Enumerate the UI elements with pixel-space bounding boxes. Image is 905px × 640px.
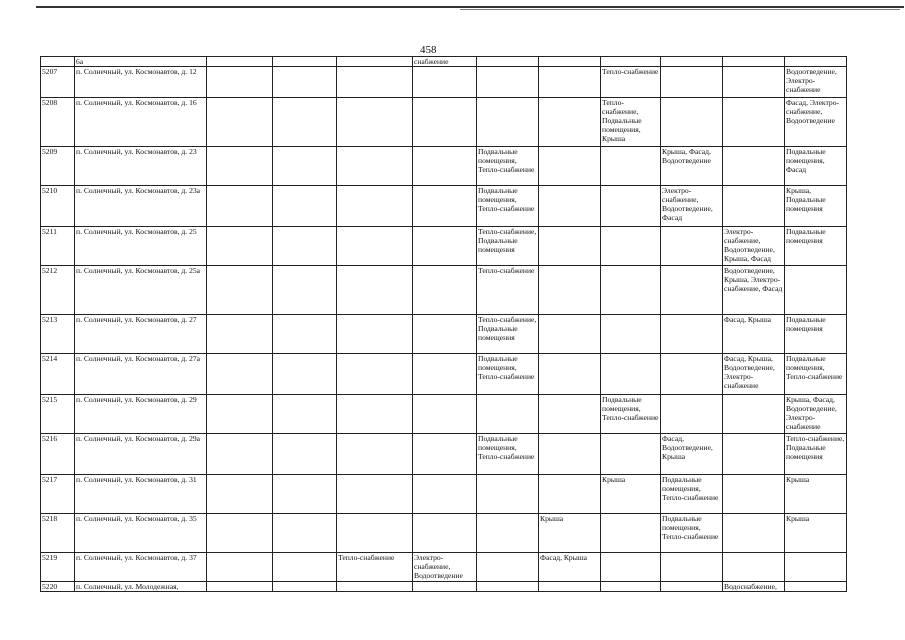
cell-c11: Подвальные помещения [785, 227, 847, 266]
cell-c2 [207, 553, 273, 582]
cell-c10: Электро-снабжение, Водоотведение, Крыша, Фасад [723, 227, 785, 266]
table-row [41, 98, 847, 147]
cell-c11: Подвальные помещения, Фасад [785, 147, 847, 186]
cell-c2 [207, 227, 273, 266]
cell [723, 57, 785, 67]
table-row [41, 186, 847, 227]
cell-num [41, 57, 75, 67]
cell-num: 5216 [41, 434, 75, 475]
cell-c9 [661, 98, 723, 147]
cell-c7 [539, 475, 601, 514]
table-row-continuation [41, 57, 847, 67]
cell-c6 [477, 98, 539, 147]
cell-c10: Водоснабжение, [723, 582, 785, 592]
cell-c7 [539, 395, 601, 434]
cell-c4 [337, 147, 413, 186]
cell-num: 5220 [41, 582, 75, 592]
cell-address: п. Солнечный, ул. Космонавтов, д. 27 [75, 315, 207, 354]
cell-c9 [661, 354, 723, 395]
cell-c3 [273, 186, 337, 227]
cell-c4 [337, 186, 413, 227]
table-row [41, 514, 847, 553]
cell-c2 [207, 475, 273, 514]
cell-c5 [413, 395, 477, 434]
cell-c5 [413, 186, 477, 227]
cell-c4 [337, 67, 413, 98]
top-rule-secondary [460, 9, 900, 10]
cell-c11: Крыша, Подвальные помещения [785, 186, 847, 227]
cell [477, 57, 539, 67]
cell-c2 [207, 582, 273, 592]
cell-c8: Тепло-снабжение, Подвальные помещения, Крыша [601, 98, 661, 147]
cell-c3 [273, 67, 337, 98]
cell-c8 [601, 266, 661, 315]
cell-c11: Крыша [785, 514, 847, 553]
cell-c5 [413, 227, 477, 266]
cell-c9: Фасад, Водоотведение, Крыша [661, 434, 723, 475]
cell-c8 [601, 434, 661, 475]
cell-c9 [661, 395, 723, 434]
cell-num: 5214 [41, 354, 75, 395]
cell-c10 [723, 434, 785, 475]
cell-c9: Электро-снабжение, Водоотведение, Фасад [661, 186, 723, 227]
cell-c11: Подвальные помещения [785, 315, 847, 354]
table-row [41, 315, 847, 354]
cell-c8: Крыша [601, 475, 661, 514]
cell-num: 5211 [41, 227, 75, 266]
cell-address: п. Солнечный, ул. Космонавтов, д. 25 [75, 227, 207, 266]
repair-schedule-table [40, 56, 847, 592]
cell-c7 [539, 67, 601, 98]
cell-c5 [413, 315, 477, 354]
cell-c10 [723, 514, 785, 553]
cell-c11 [785, 553, 847, 582]
cell-c2 [207, 98, 273, 147]
cell-c8 [601, 553, 661, 582]
cell-c10 [723, 553, 785, 582]
cell-c2 [207, 315, 273, 354]
cell-c11: Тепло-снабжение, Подвальные помещения [785, 434, 847, 475]
cell [273, 57, 337, 67]
cell-address: п. Солнечный, ул. Космонавтов, д. 35 [75, 514, 207, 553]
cell-c3 [273, 147, 337, 186]
cell-c3 [273, 315, 337, 354]
cell-c6 [477, 395, 539, 434]
cell-c3 [273, 98, 337, 147]
cell-c5 [413, 266, 477, 315]
table-row [41, 354, 847, 395]
cell-c6: Подвальные помещения, Тепло-снабжение [477, 354, 539, 395]
cell-c10 [723, 395, 785, 434]
cell-c10: Фасад, Крыша, Водоотведение, Электро-снабжение [723, 354, 785, 395]
table-body [41, 57, 847, 592]
cell-c4 [337, 514, 413, 553]
cell-c4 [337, 266, 413, 315]
table-row [41, 553, 847, 582]
cell-c9 [661, 266, 723, 315]
cell-address: п. Солнечный, ул. Космонавтов, д. 29 [75, 395, 207, 434]
cell-address: п. Солнечный, ул. Космонавтов, д. 29а [75, 434, 207, 475]
cell [661, 57, 723, 67]
cell [337, 57, 413, 67]
cell-c11 [785, 582, 847, 592]
cell-address: п. Солнечный, ул. Космонавтов, д. 16 [75, 98, 207, 147]
cell-c3 [273, 434, 337, 475]
cell [539, 57, 601, 67]
cell-c8 [601, 147, 661, 186]
cell-c10: Фасад, Крыша [723, 315, 785, 354]
cell-c7 [539, 186, 601, 227]
cell-c5 [413, 354, 477, 395]
table-row [41, 147, 847, 186]
table-row [41, 227, 847, 266]
cell-c9 [661, 315, 723, 354]
table-row [41, 395, 847, 434]
cell-c3 [273, 227, 337, 266]
cell-c5 [413, 98, 477, 147]
cell-c8 [601, 315, 661, 354]
cell-c7: Крыша [539, 514, 601, 553]
cell-c5 [413, 582, 477, 592]
cell-c10 [723, 475, 785, 514]
cell-c6: Подвальные помещения, Тепло-снабжение [477, 434, 539, 475]
cell-c5: Электро-снабжение, Водоотведение [413, 553, 477, 582]
cell-address: п. Солнечный, ул. Космонавтов, д. 31 [75, 475, 207, 514]
cell-c9 [661, 553, 723, 582]
cell-address: п. Солнечный, ул. Космонавтов, д. 23 [75, 147, 207, 186]
cell: снабжение [413, 57, 477, 67]
cell-c6 [477, 553, 539, 582]
cell-c4 [337, 434, 413, 475]
cell-address: п. Солнечный, ул. Космонавтов, д. 12 [75, 67, 207, 98]
cell-c11 [785, 266, 847, 315]
cell-c6 [477, 67, 539, 98]
cell-num: 5210 [41, 186, 75, 227]
cell-c6: Подвальные помещения, Тепло-снабжение [477, 186, 539, 227]
cell-c4 [337, 227, 413, 266]
cell-c4 [337, 354, 413, 395]
cell-num: 5208 [41, 98, 75, 147]
cell-c7 [539, 354, 601, 395]
cell-c2 [207, 514, 273, 553]
cell-c10 [723, 98, 785, 147]
cell-c10 [723, 67, 785, 98]
cell-num: 5219 [41, 553, 75, 582]
cell-c10 [723, 147, 785, 186]
cell-num: 5209 [41, 147, 75, 186]
cell-c2 [207, 186, 273, 227]
cell-c9: Крыша, Фасад, Водоотведение [661, 147, 723, 186]
cell-c4 [337, 98, 413, 147]
cell-c9: Подвальные помещения, Тепло-снабжение [661, 514, 723, 553]
cell-c2 [207, 266, 273, 315]
cell-c9 [661, 67, 723, 98]
cell-num: 5218 [41, 514, 75, 553]
cell-c10 [723, 186, 785, 227]
cell-c9: Подвальные помещения, Тепло-снабжение [661, 475, 723, 514]
cell-c4 [337, 395, 413, 434]
cell-address: 6а [75, 57, 207, 67]
cell-c7 [539, 147, 601, 186]
cell-c8 [601, 227, 661, 266]
cell-address: п. Солнечный, ул. Молодежная, [75, 582, 207, 592]
cell-c6: Тепло-снабжение, Подвальные помещения [477, 227, 539, 266]
cell-c7 [539, 434, 601, 475]
cell-c6 [477, 582, 539, 592]
cell-c4: Тепло-снабжение [337, 553, 413, 582]
table-row [41, 266, 847, 315]
cell-c3 [273, 514, 337, 553]
cell-c2 [207, 434, 273, 475]
table-row [41, 475, 847, 514]
cell-c11: Водоотведение, Электро-снабжение [785, 67, 847, 98]
cell-address: п. Солнечный, ул. Космонавтов, д. 27а [75, 354, 207, 395]
cell-num: 5212 [41, 266, 75, 315]
cell-num: 5213 [41, 315, 75, 354]
cell-c11: Фасад, Электро-снабжение, Водоотведение [785, 98, 847, 147]
cell-num: 5207 [41, 67, 75, 98]
cell [785, 57, 847, 67]
table-row [41, 434, 847, 475]
cell-c3 [273, 582, 337, 592]
cell-address: п. Солнечный, ул. Космонавтов, д. 37 [75, 553, 207, 582]
cell-c5 [413, 475, 477, 514]
cell [207, 57, 273, 67]
cell-c10: Водоотведение, Крыша, Электро-снабжение, Фасад [723, 266, 785, 315]
cell-num: 5217 [41, 475, 75, 514]
table-row [41, 582, 847, 592]
cell-c6: Тепло-снабжение, Подвальные помещения [477, 315, 539, 354]
cell-c3 [273, 553, 337, 582]
cell-c3 [273, 354, 337, 395]
cell-c9 [661, 227, 723, 266]
cell-c7 [539, 315, 601, 354]
top-rule [36, 6, 904, 8]
cell-c8 [601, 582, 661, 592]
cell-c6: Подвальные помещения, Тепло-снабжение [477, 147, 539, 186]
cell-c3 [273, 475, 337, 514]
cell-c6 [477, 475, 539, 514]
cell-c4 [337, 582, 413, 592]
cell-c8 [601, 354, 661, 395]
cell-c8: Подвальные помещения, Тепло-снабжение [601, 395, 661, 434]
cell-c11: Подвальные помещения, Тепло-снабжение [785, 354, 847, 395]
cell-address: п. Солнечный, ул. Космонавтов, д. 25а [75, 266, 207, 315]
cell-c8: Тепло-снабжение [601, 67, 661, 98]
page-number: 458 [420, 44, 437, 56]
cell-c8 [601, 514, 661, 553]
cell-c7 [539, 582, 601, 592]
cell-c7 [539, 98, 601, 147]
cell-c5 [413, 67, 477, 98]
cell-c11: Крыша, Фасад, Водоотведение, Электро-снабжение [785, 395, 847, 434]
cell-c2 [207, 147, 273, 186]
cell-c3 [273, 266, 337, 315]
cell-num: 5215 [41, 395, 75, 434]
cell-c5 [413, 514, 477, 553]
cell-c4 [337, 315, 413, 354]
cell-c11: Крыша [785, 475, 847, 514]
cell-c7: Фасад, Крыша [539, 553, 601, 582]
cell-c9 [661, 582, 723, 592]
cell [601, 57, 661, 67]
cell-c5 [413, 147, 477, 186]
cell-c2 [207, 67, 273, 98]
cell-c4 [337, 475, 413, 514]
cell-c7 [539, 227, 601, 266]
cell-address: п. Солнечный, ул. Космонавтов, д. 23а [75, 186, 207, 227]
cell-c8 [601, 186, 661, 227]
cell-c7 [539, 266, 601, 315]
cell-c3 [273, 395, 337, 434]
cell-c6: Тепло-снабжение [477, 266, 539, 315]
cell-c5 [413, 434, 477, 475]
cell-c2 [207, 354, 273, 395]
cell-c6 [477, 514, 539, 553]
cell-c2 [207, 395, 273, 434]
table-row [41, 67, 847, 98]
